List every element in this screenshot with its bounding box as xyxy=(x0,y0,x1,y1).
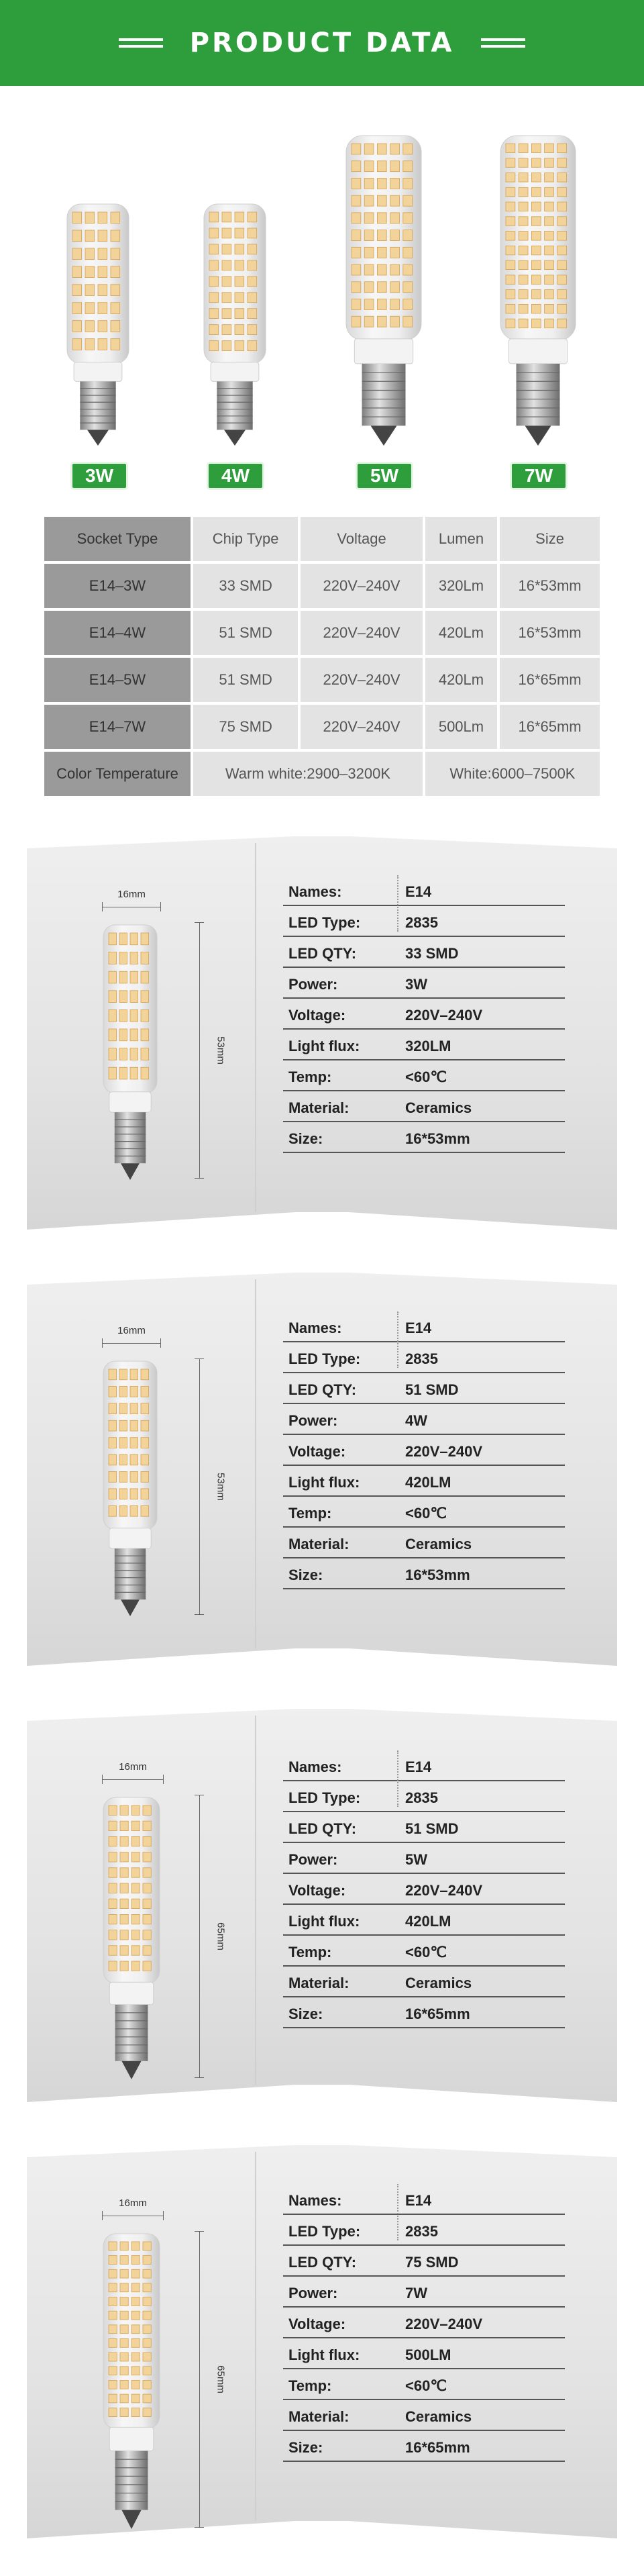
spec-key: LED QTY: xyxy=(288,945,357,962)
spec-key: Names: xyxy=(288,2192,342,2209)
spec-value: 4W xyxy=(405,1412,427,1429)
spec-row xyxy=(283,1750,565,1781)
spec-list xyxy=(283,875,565,1153)
spec-value: 33 SMD xyxy=(405,945,459,962)
spec-key: Size: xyxy=(288,1567,323,1583)
spec-row xyxy=(283,999,565,1030)
table-cell: E14–4W xyxy=(44,611,191,655)
spec-key: Material: xyxy=(288,2408,350,2425)
spec-value: 75 SMD xyxy=(405,2254,459,2271)
spec-row xyxy=(283,1812,565,1843)
spec-row xyxy=(283,2184,565,2215)
table-cell: White:6000–7500K xyxy=(425,752,600,796)
spec-value: E14 xyxy=(405,1320,432,1336)
spec-key: Power: xyxy=(288,1412,338,1429)
spec-key: Light flux: xyxy=(288,1474,360,1491)
spec-value: 16*53mm xyxy=(405,1130,470,1147)
spec-key: Material: xyxy=(288,1975,350,1991)
spec-row xyxy=(283,2431,565,2462)
table-header-row xyxy=(44,517,600,561)
table-cell: 320Lm xyxy=(425,564,497,608)
table-row xyxy=(44,705,600,749)
page-title: PRODUCT DATA xyxy=(189,28,455,58)
table-cell: 420Lm xyxy=(425,658,497,702)
spec-key: LED QTY: xyxy=(288,2254,357,2271)
spec-key: Material: xyxy=(288,1099,350,1116)
spec-key: LED Type: xyxy=(288,1350,361,1367)
spec-row xyxy=(283,2215,565,2246)
spec-key: Light flux: xyxy=(288,2346,360,2363)
card-fold-line xyxy=(255,1279,256,1648)
spec-value: E14 xyxy=(405,883,432,900)
spec-key: Voltage: xyxy=(288,1882,346,1899)
spec-key: Light flux: xyxy=(288,1913,360,1930)
height-dimension xyxy=(195,1358,227,1615)
spec-row xyxy=(283,2308,565,2338)
table-cell: 16*53mm xyxy=(500,611,600,655)
spec-value: 16*53mm xyxy=(405,1567,470,1583)
table-cell: 220V–240V xyxy=(301,611,423,655)
table-header-cell: Socket Type xyxy=(44,517,191,561)
table-cell: Color Temperature xyxy=(44,752,191,796)
spec-value: <60℃ xyxy=(405,2377,447,2394)
bulb-image xyxy=(101,922,160,1186)
bulb-image-4w xyxy=(201,201,268,448)
table-cell: 16*53mm xyxy=(500,564,600,608)
spec-row xyxy=(283,2338,565,2369)
spec-value: 220V–240V xyxy=(405,1007,482,1024)
spec-value: 16*65mm xyxy=(405,2439,470,2456)
spec-value: 220V–240V xyxy=(405,1882,482,1899)
spec-value: E14 xyxy=(405,2192,432,2209)
bulb-lineup xyxy=(0,114,644,490)
spec-row xyxy=(283,1404,565,1435)
header-banner xyxy=(0,0,644,86)
spec-key: Temp: xyxy=(288,2377,332,2394)
table-cell: 220V–240V xyxy=(301,658,423,702)
table-cell: E14–7W xyxy=(44,705,191,749)
table-row xyxy=(44,658,600,702)
spec-value: <60℃ xyxy=(405,1505,447,1522)
spec-row xyxy=(283,906,565,937)
spec-value: 7W xyxy=(405,2285,427,2301)
spec-value: 220V–240V xyxy=(405,2316,482,2332)
spec-row xyxy=(283,1311,565,1342)
spec-value: 500LM xyxy=(405,2346,451,2363)
spec-card xyxy=(27,2145,617,2538)
spec-key: Names: xyxy=(288,1320,342,1336)
spec-row xyxy=(283,1030,565,1060)
table-row xyxy=(44,564,600,608)
spec-list xyxy=(283,2184,565,2462)
spec-card xyxy=(27,1709,617,2102)
spec-value: 51 SMD xyxy=(405,1820,459,1837)
table-row xyxy=(44,611,600,655)
width-dimension xyxy=(102,2197,164,2220)
width-label: 16mm xyxy=(117,889,146,900)
wattage-badge: 5W xyxy=(356,462,413,490)
spec-row xyxy=(283,1342,565,1373)
spec-row xyxy=(283,2246,565,2277)
spec-key: Temp: xyxy=(288,1944,332,1961)
spec-value: 2835 xyxy=(405,914,438,931)
spec-card xyxy=(27,1273,617,1666)
spec-key: Power: xyxy=(288,1851,338,1868)
table-cell: 220V–240V xyxy=(301,705,423,749)
spec-row xyxy=(283,1122,565,1153)
spec-value: 320LM xyxy=(405,1038,451,1054)
spec-row xyxy=(283,1997,565,2028)
table-header-cell: Chip Type xyxy=(193,517,298,561)
header-left-lines xyxy=(119,38,163,48)
bulb-image-3w xyxy=(64,201,131,448)
spec-value: <60℃ xyxy=(405,1944,447,1961)
spec-value: 2835 xyxy=(405,1350,438,1367)
spec-key: Power: xyxy=(288,2285,338,2301)
table-cell: 420Lm xyxy=(425,611,497,655)
spec-key: Voltage: xyxy=(288,1007,346,1024)
bulb-image xyxy=(101,2231,162,2535)
width-dimension xyxy=(102,889,161,911)
table-header-cell: Voltage xyxy=(301,517,423,561)
spec-row xyxy=(283,968,565,999)
spec-row xyxy=(283,1874,565,1905)
table-cell: 51 SMD xyxy=(193,611,298,655)
spec-value: Ceramics xyxy=(405,1099,472,1116)
table-cell: 220V–240V xyxy=(301,564,423,608)
spec-row xyxy=(283,1091,565,1122)
card-fold-line xyxy=(255,843,256,1212)
spec-row xyxy=(283,1466,565,1497)
table-cell: E14–5W xyxy=(44,658,191,702)
table-cell: 51 SMD xyxy=(193,658,298,702)
spec-value: 420LM xyxy=(405,1474,451,1491)
spec-value: 51 SMD xyxy=(405,1381,459,1398)
spec-key: LED Type: xyxy=(288,2223,361,2240)
spec-row xyxy=(283,937,565,968)
table-cell: E14–3W xyxy=(44,564,191,608)
spec-row xyxy=(283,1905,565,1936)
spec-list xyxy=(283,1311,565,1589)
spec-value: 5W xyxy=(405,1851,427,1868)
spec-value: 2835 xyxy=(405,2223,438,2240)
spec-row xyxy=(283,1936,565,1967)
table-cell: 500Lm xyxy=(425,705,497,749)
spec-table xyxy=(42,514,602,799)
spec-value: Ceramics xyxy=(405,2408,472,2425)
spec-key: Material: xyxy=(288,1536,350,1552)
width-dimension xyxy=(102,1761,164,1784)
spec-row xyxy=(283,1967,565,1997)
spec-list xyxy=(283,1750,565,2028)
bulb-image-5w xyxy=(343,133,424,448)
bulb-image xyxy=(101,1358,160,1622)
spec-key: Names: xyxy=(288,883,342,900)
table-cell: 75 SMD xyxy=(193,705,298,749)
spec-value: E14 xyxy=(405,1758,432,1775)
spec-key: Power: xyxy=(288,976,338,993)
header-right-lines xyxy=(481,38,525,48)
spec-key: LED QTY: xyxy=(288,1381,357,1398)
spec-row xyxy=(283,2400,565,2431)
table-header-cell: Lumen xyxy=(425,517,497,561)
spec-row xyxy=(283,1781,565,1812)
spec-row xyxy=(283,2369,565,2400)
spec-row xyxy=(283,1843,565,1874)
spec-row xyxy=(283,1497,565,1528)
height-label: 65mm xyxy=(215,2365,227,2393)
width-label: 16mm xyxy=(119,1761,147,1773)
spec-key: Size: xyxy=(288,1130,323,1147)
table-row-color-temperature xyxy=(44,752,600,796)
height-label: 53mm xyxy=(215,1473,227,1501)
spec-value: 3W xyxy=(405,976,427,993)
spec-key: Voltage: xyxy=(288,1443,346,1460)
table-cell: 16*65mm xyxy=(500,705,600,749)
width-label: 16mm xyxy=(119,2197,147,2209)
spec-value: 16*65mm xyxy=(405,2005,470,2022)
wattage-badge: 4W xyxy=(207,462,264,490)
table-cell: 33 SMD xyxy=(193,564,298,608)
spec-value: Ceramics xyxy=(405,1536,472,1552)
spec-key: Names: xyxy=(288,1758,342,1775)
height-dimension xyxy=(195,2231,227,2528)
spec-key: Size: xyxy=(288,2439,323,2456)
height-label: 65mm xyxy=(215,1922,227,1950)
wattage-badge: 7W xyxy=(510,462,568,490)
spec-key: Light flux: xyxy=(288,1038,360,1054)
height-label: 53mm xyxy=(215,1036,227,1064)
spec-key: Voltage: xyxy=(288,2316,346,2332)
spec-card xyxy=(27,836,617,1230)
spec-value: 2835 xyxy=(405,1789,438,1806)
wattage-badge: 3W xyxy=(70,462,128,490)
spec-row xyxy=(283,1528,565,1558)
card-fold-line xyxy=(255,2152,256,2521)
width-label: 16mm xyxy=(117,1325,146,1336)
bulb-image xyxy=(101,1795,162,2085)
spec-value: 420LM xyxy=(405,1913,451,1930)
height-dimension xyxy=(195,922,227,1179)
spec-value: 220V–240V xyxy=(405,1443,482,1460)
spec-row xyxy=(283,875,565,906)
spec-value: <60℃ xyxy=(405,1069,447,1085)
spec-row xyxy=(283,1435,565,1466)
spec-key: Temp: xyxy=(288,1069,332,1085)
spec-key: LED QTY: xyxy=(288,1820,357,1837)
spec-key: LED Type: xyxy=(288,1789,361,1806)
table-header-cell: Size xyxy=(500,517,600,561)
bulb-image-7w xyxy=(498,133,578,448)
spec-row xyxy=(283,2277,565,2308)
spec-row xyxy=(283,1558,565,1589)
width-dimension xyxy=(102,1325,161,1348)
spec-row xyxy=(283,1373,565,1404)
table-cell: 16*65mm xyxy=(500,658,600,702)
spec-key: Temp: xyxy=(288,1505,332,1522)
spec-row xyxy=(283,1060,565,1091)
spec-key: Size: xyxy=(288,2005,323,2022)
card-fold-line xyxy=(255,1716,256,2085)
table-cell: Warm white:2900–3200K xyxy=(193,752,423,796)
spec-value: Ceramics xyxy=(405,1975,472,1991)
height-dimension xyxy=(195,1795,227,2078)
spec-key: LED Type: xyxy=(288,914,361,931)
